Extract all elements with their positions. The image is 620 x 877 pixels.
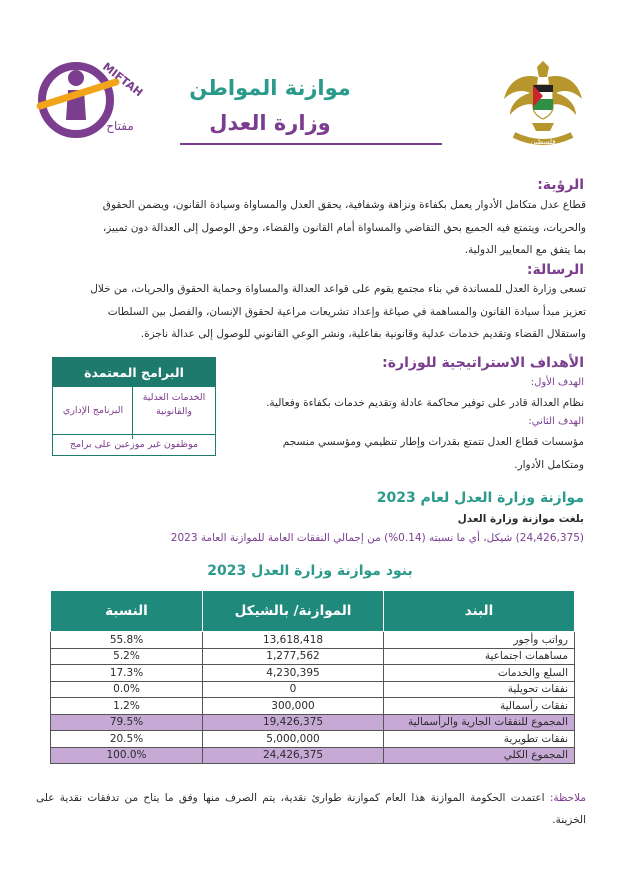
row-amount: 5,000,000 xyxy=(203,731,384,748)
miftah-logo xyxy=(34,48,146,146)
goal2-line: مؤسسات قطاع العدل تتمتع بقدرات وإطار تنظيمي ومؤسسي منسجم xyxy=(282,436,584,448)
vision-heading: الرؤية: xyxy=(537,177,584,193)
row-amount: 19,426,375 xyxy=(203,714,384,731)
table-row xyxy=(51,714,575,731)
mission-line: تعزيز مبدأ سيادة القانون والمساهمة في صياغة وإعداد تشريعات مراعية لحقوق الإنسان، والفصل بين السلطات xyxy=(107,305,586,318)
programs-box xyxy=(52,357,216,456)
note-label: ملاحظة: xyxy=(549,792,586,804)
row-amount: 300,000 xyxy=(203,698,384,715)
goals-heading: الأهداف الاستراتيجية للوزارة: xyxy=(382,355,584,371)
row-percent: 0.0% xyxy=(51,681,203,698)
goal1-label: الهدف الأول: xyxy=(530,377,584,388)
programs-heading: البرامج المعتمدة xyxy=(53,358,215,387)
goal2-line: ومتكامل الأدوار. xyxy=(514,458,584,471)
table-row xyxy=(51,665,575,682)
row-amount: 24,426,375 xyxy=(203,747,384,764)
table-row xyxy=(51,648,575,665)
row-amount: 13,618,418 xyxy=(203,632,384,649)
row-item: نفقات رأسمالية xyxy=(384,698,575,715)
budget-table xyxy=(50,590,575,764)
row-amount: 1,277,562 xyxy=(203,648,384,665)
row-item: المجموع للنفقات الجارية والرأسمالية xyxy=(384,714,575,731)
logo-script: مفتاح xyxy=(106,119,134,133)
note xyxy=(36,787,586,831)
row-percent: 100.0% xyxy=(51,747,203,764)
budget-summary-heading: موازنة وزارة العدل لعام 2023 xyxy=(376,490,584,506)
vision-line: بما يتفق مع المعايير الدولية. xyxy=(464,244,586,256)
table-row xyxy=(51,632,575,649)
vision-line: قطاع عدل متكامل الأدوار يعمل بكفاءة ونزاهة وشفافية، يحقق العدل والمساواة وسيادة القانون، ويضمن الحقوق xyxy=(102,199,586,211)
header-percent: النسبة xyxy=(51,591,203,632)
row-item: رواتب وأجور xyxy=(384,632,575,649)
row-percent: 1.2% xyxy=(51,698,203,715)
emblem-caption: فلسطين xyxy=(530,138,556,146)
goal2-text xyxy=(238,431,584,476)
row-amount: 4,230,395 xyxy=(203,665,384,682)
note-text: اعتمدت الحكومة الموازنة هذا العام كموازنة طوارئ نقدية، يتم الصرف منها وفق ما يتاح من تدفقات نقدية على الخزينة. xyxy=(36,792,586,826)
table-caption: بنود موازنة وزارة العدل 2023 xyxy=(207,563,413,579)
row-amount: 0 xyxy=(203,681,384,698)
page-title: موازنة المواطن xyxy=(189,76,351,100)
budget-summary-sub: بلغت موازنة وزارة العدل xyxy=(457,513,584,525)
row-item: السلع والخدمات xyxy=(384,665,575,682)
table-row xyxy=(51,747,575,764)
title-divider xyxy=(180,143,442,145)
row-percent: 17.3% xyxy=(51,665,203,682)
row-item: المجموع الكلي xyxy=(384,747,575,764)
mission-heading: الرسالة: xyxy=(526,262,584,278)
goal1-text: نظام العدالة قادر على توفير محاكمة عادلة وتقديم خدمات بكفاءة وفعالية. xyxy=(266,397,584,409)
goal2-label: الهدف الثاني: xyxy=(528,416,584,427)
logo-text: MIFTAH xyxy=(100,60,146,100)
page-subtitle: وزارة العدل xyxy=(209,111,331,135)
table-row xyxy=(51,681,575,698)
programs-footer: موظفون غير موزعين على برامج xyxy=(53,434,215,455)
row-item: نفقات تطويرية xyxy=(384,731,575,748)
program-admin: البرنامج الإداري xyxy=(62,405,124,416)
row-percent: 55.8% xyxy=(51,632,203,649)
table-row xyxy=(51,731,575,748)
row-item: نفقات تحويلية xyxy=(384,681,575,698)
row-percent: 79.5% xyxy=(51,714,203,731)
header-amount: الموازنة/ بالشيكل xyxy=(203,591,384,632)
row-percent: 5.2% xyxy=(51,648,203,665)
vision-text xyxy=(36,194,586,262)
table-header-row xyxy=(51,591,575,632)
mission-line: واستقلال القضاء وتقديم خدمات عدلية وقانونية بفاعلية، ونشر الوعي القانوني للوصول إلى عدالة ناجزة. xyxy=(140,328,586,340)
palestine-emblem xyxy=(502,55,584,150)
program-legal-services: الخدمات العدلية والقانونية xyxy=(132,387,215,439)
budget-summary-line: (24,426,375) شيكل، أي ما نسبته (0.14%) من إجمالي النفقات العامة للموازنة العامة 2023 xyxy=(170,532,584,544)
table-row xyxy=(51,698,575,715)
vision-line: والحريات، ويتمتع فيه الجميع بحق التقاضي والمساواة أمام القانون والقضاء، وحق الوصول إلى العدالة دون تمييز، xyxy=(102,221,586,234)
row-item: مساهمات اجتماعية xyxy=(384,648,575,665)
header-item: البند xyxy=(384,591,575,632)
mission-text xyxy=(36,278,586,346)
mission-line: تسعى وزارة العدل للمساندة في بناء مجتمع يقوم على قواعد العدالة والمساواة وحماية الحقوق والحريات، من خلال xyxy=(90,283,586,295)
row-percent: 20.5% xyxy=(51,731,203,748)
